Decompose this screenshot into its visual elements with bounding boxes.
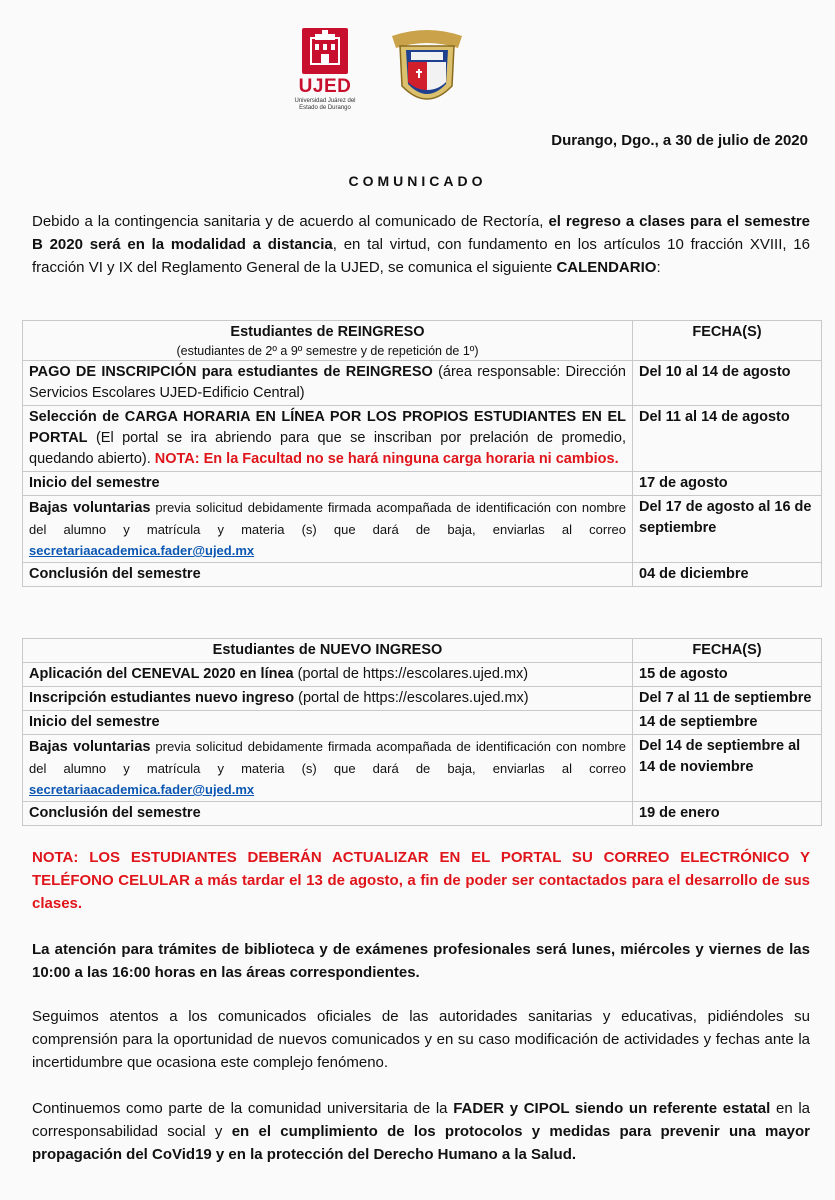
ujed-logo-subtitle: Universidad Juárez del Estado de Durango <box>294 98 356 111</box>
row-date: 17 de agosto <box>633 472 822 496</box>
reingreso-header-subtitle: (estudiantes de 2º a 9º semestre y de repetición de 1º) <box>176 344 479 358</box>
row-date: 15 de agosto <box>633 663 822 687</box>
date-header: FECHA(S) <box>633 639 822 663</box>
table-row: Selección de CARGA HORARIA EN LÍNEA POR LOS PROPIOS ESTUDIANTES EN EL PORTAL (El portal se ira abriendo para que se inscriban por prelación de promedio, quedando abierto). NOTA: En la Facultad no se hará ninguna carga horaria ni cambios. Del 11 al 14 de agosto <box>23 406 822 472</box>
row-date: 19 de enero <box>633 802 822 826</box>
table-row: Conclusión del semestre 19 de enero <box>23 802 822 826</box>
table-row: Inicio del semestre 14 de septiembre <box>23 711 822 735</box>
closing-paragraph: Continuemos como parte de la comunidad universitaria de la FADER y CIPOL siendo un referente estatal en la corresponsabilidad social y en el cumplimiento de los protocolos y medidas para prevenir una mayor propagación del CoVid19 y en la protección del Derecho Humano a la Salud. <box>32 1100 811 1163</box>
table-header-row <box>23 639 822 663</box>
table-row: Inicio del semestre 17 de agosto <box>23 472 822 496</box>
ujed-logo-text: UJED <box>298 76 352 97</box>
ujed-logo <box>290 28 360 118</box>
nuevo-ingreso-table <box>22 638 822 826</box>
atencion-paragraph: La atención para trámites de biblioteca y de exámenes profesionales será lunes, miércoles y viernes de las 10:00 a las 16:00 horas en las áreas correspondientes. <box>32 941 810 981</box>
reingreso-header-title: Estudiantes de REINGRESO <box>230 324 425 340</box>
document-title: COMUNICADO <box>348 173 487 189</box>
date-line: Durango, Dgo., a 30 de julio de 2020 <box>551 132 808 149</box>
reingreso-table <box>22 320 822 587</box>
table-row: Inscripción estudiantes nuevo ingreso (portal de https://escolares.ujed.mx) Del 7 al 11 de septiembre <box>23 687 822 711</box>
nota-paragraph: NOTA: LOS ESTUDIANTES DEBERÁN ACTUALIZAR EN EL PORTAL SU CORREO ELECTRÓNICO Y TELÉFONO CELULAR a más tardar el 13 de agosto, a fin de poder ser contactados para el desarrollo de sus clases. <box>32 849 810 912</box>
row-date: Del 14 de septiembre al 14 de noviembre <box>633 735 822 802</box>
row-date: Del 11 al 14 de agosto <box>633 406 822 472</box>
table-row: Bajas voluntarias previa solicitud debidamente firmada acompañada de identificación con nombre del alumno y matrícula y materia (s) que dará de baja, enviarlas al correo secretariaacademica.fader@ujed.mx Del 17 de agosto al 16 de septiembre <box>23 496 822 563</box>
table-row: Bajas voluntarias previa solicitud debidamente firmada acompañada de identificación con nombre del alumno y matrícula y materia (s) que dará de baja, enviarlas al correo secretariaacademica.fader@ujed.mx Del 14 de septiembre al 14 de noviembre <box>23 735 822 802</box>
seguimos-paragraph: Seguimos atentos a los comunicados oficiales de las autoridades sanitarias y educativas, pidiéndoles su comprensión para la oportunidad de nuevos comunicados y en su caso modificación de actividades y fechas ante la incertidumbre que ocasiona este complejo fenómeno. <box>32 1008 810 1071</box>
row-date: Del 7 al 11 de septiembre <box>633 687 822 711</box>
table-row: Aplicación del CENEVAL 2020 en línea (portal de https://escolares.ujed.mx) 15 de agosto <box>23 663 822 687</box>
ujed-emblem <box>302 28 348 74</box>
nuevo-header-title: Estudiantes de NUEVO INGRESO <box>23 639 633 663</box>
date-header: FECHA(S) <box>633 321 822 361</box>
row-date: Del 17 de agosto al 16 de septiembre <box>633 496 822 563</box>
email-link[interactable]: secretariaacademica.fader@ujed.mx <box>29 782 255 797</box>
fader-crest-logo <box>386 28 468 114</box>
table-row: PAGO DE INSCRIPCIÓN para estudiantes de REINGRESO (área responsable: Dirección Servicios Escolares UJED-Edificio Central) Del 10 al 14 de agosto <box>23 361 822 406</box>
intro-paragraph: Debido a la contingencia sanitaria y de acuerdo al comunicado de Rectoría, el regreso a clases para el semestre B 2020 será en la modalidad a distancia, en tal virtud, con fundamento en los artículos 10 fracción XVIII, 16 fracción VI y IX del Reglamento General de la UJED, se comunica el siguiente CALENDARIO: <box>32 213 810 276</box>
email-link[interactable]: secretariaacademica.fader@ujed.mx <box>29 543 255 558</box>
table-header-row <box>23 321 822 361</box>
row-date: 04 de diciembre <box>633 563 822 587</box>
table-row: Conclusión del semestre 04 de diciembre <box>23 563 822 587</box>
row-date: Del 10 al 14 de agosto <box>633 361 822 406</box>
row-date: 14 de septiembre <box>633 711 822 735</box>
